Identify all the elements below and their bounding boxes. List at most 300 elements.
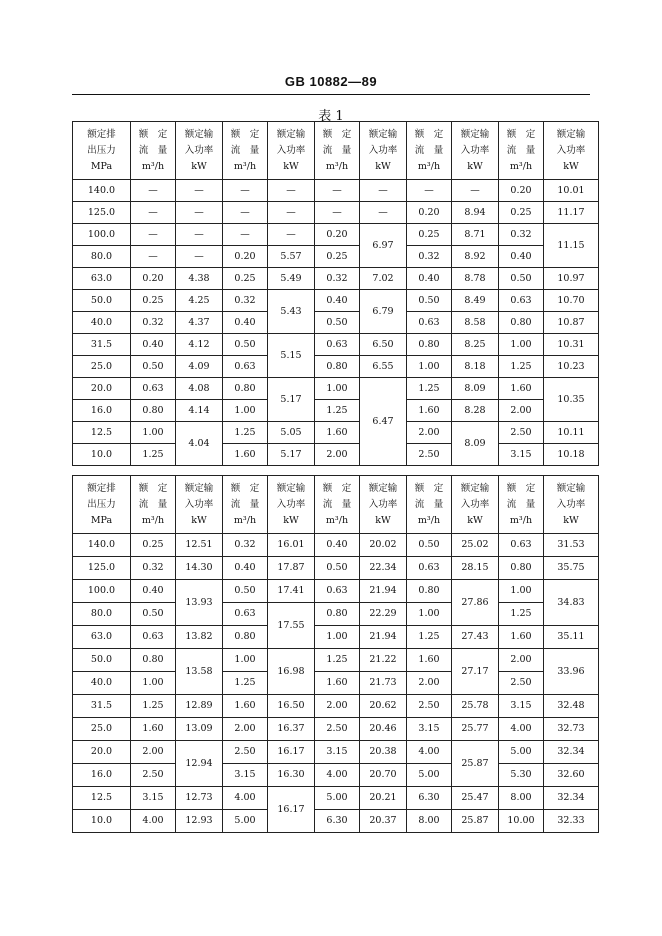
flow-cell: 0.80 — [131, 400, 176, 422]
flow-cell: 1.25 — [223, 672, 268, 695]
table-row — [73, 400, 599, 422]
pressure-cell: 25.0 — [73, 718, 131, 741]
table-row — [73, 672, 599, 695]
flow-cell: 0.80 — [407, 334, 452, 356]
power-cell: 4.08 — [176, 378, 223, 400]
header-flow: 额 定 流 量 m³/h — [223, 122, 268, 180]
power-cell: 22.29 — [360, 603, 407, 626]
power-cell: 6.50 — [360, 334, 407, 356]
power-cell: 8.92 — [452, 246, 499, 268]
flow-cell: — — [315, 180, 360, 202]
flow-cell: 3.15 — [131, 787, 176, 810]
table-row — [73, 180, 599, 202]
flow-cell: 0.25 — [131, 534, 176, 557]
header-flow: 额 定 流 量 m³/h — [407, 476, 452, 534]
flow-cell: 2.00 — [315, 444, 360, 466]
flow-cell: 4.00 — [223, 787, 268, 810]
power-cell: 32.33 — [544, 810, 599, 833]
pressure-cell: 125.0 — [73, 202, 131, 224]
table-header-row — [73, 122, 599, 180]
flow-cell: 2.00 — [499, 400, 544, 422]
header-flow: 额 定 流 量 m³/h — [223, 476, 268, 534]
power-cell: 35.11 — [544, 626, 599, 649]
power-cell: 10.31 — [544, 334, 599, 356]
flow-cell: 0.63 — [223, 603, 268, 626]
flow-cell: 0.40 — [315, 290, 360, 312]
power-cell: 12.89 — [176, 695, 223, 718]
flow-cell: 1.25 — [223, 422, 268, 444]
power-cell: 16.30 — [268, 764, 315, 787]
power-cell: 8.78 — [452, 268, 499, 290]
flow-cell: 5.00 — [407, 764, 452, 787]
flow-cell: 1.25 — [499, 603, 544, 626]
header-power: 额定输 入功率 kW — [360, 122, 407, 180]
pressure-cell: 80.0 — [73, 246, 131, 268]
table-row — [73, 534, 599, 557]
flow-cell: 0.50 — [223, 580, 268, 603]
power-cell: 8.18 — [452, 356, 499, 378]
power-cell: 20.38 — [360, 741, 407, 764]
pressure-cell: 50.0 — [73, 290, 131, 312]
power-cell: 8.49 — [452, 290, 499, 312]
flow-cell: 2.50 — [407, 444, 452, 466]
flow-cell: 8.00 — [407, 810, 452, 833]
pressure-cell: 20.0 — [73, 741, 131, 764]
table-row — [73, 695, 599, 718]
flow-cell: 0.40 — [131, 334, 176, 356]
pressure-cell: 63.0 — [73, 626, 131, 649]
flow-cell: 2.50 — [499, 422, 544, 444]
header-pressure: 额定排 出压力 MPa — [73, 476, 131, 534]
power-cell: — — [268, 224, 315, 246]
flow-cell: 0.80 — [499, 557, 544, 580]
table-row — [73, 290, 599, 312]
power-cell: 31.53 — [544, 534, 599, 557]
table-row — [73, 334, 599, 356]
header-flow: 额 定 流 量 m³/h — [499, 122, 544, 180]
flow-cell: — — [315, 202, 360, 224]
power-cell: — — [176, 246, 223, 268]
power-cell: 10.01 — [544, 180, 599, 202]
power-cell: 6.97 — [360, 224, 407, 268]
flow-cell: 0.80 — [223, 626, 268, 649]
power-cell: 12.93 — [176, 810, 223, 833]
power-cell: 16.50 — [268, 695, 315, 718]
power-cell: 4.37 — [176, 312, 223, 334]
power-cell: 6.47 — [360, 378, 407, 466]
flow-cell: 0.63 — [499, 534, 544, 557]
header-power: 额定输 入功率 kW — [268, 122, 315, 180]
power-cell: 35.75 — [544, 557, 599, 580]
pressure-cell: 80.0 — [73, 603, 131, 626]
power-cell: 20.62 — [360, 695, 407, 718]
pressure-cell: 100.0 — [73, 224, 131, 246]
pressure-cell: 31.5 — [73, 334, 131, 356]
power-cell: 17.41 — [268, 580, 315, 603]
flow-cell: 0.50 — [131, 603, 176, 626]
flow-cell: 2.50 — [131, 764, 176, 787]
flow-cell: 1.25 — [131, 695, 176, 718]
table-row — [73, 312, 599, 334]
header-power: 额定输 入功率 kW — [176, 476, 223, 534]
flow-cell: 1.00 — [223, 649, 268, 672]
flow-cell: 0.20 — [499, 180, 544, 202]
power-cell: — — [360, 180, 407, 202]
flow-cell: 0.50 — [407, 534, 452, 557]
power-cell: 13.82 — [176, 626, 223, 649]
power-cell: 8.25 — [452, 334, 499, 356]
flow-cell: — — [131, 224, 176, 246]
power-cell: 25.47 — [452, 787, 499, 810]
power-cell: 10.35 — [544, 378, 599, 422]
table-row — [73, 246, 599, 268]
flow-cell: 0.50 — [499, 268, 544, 290]
flow-cell: 0.32 — [499, 224, 544, 246]
power-cell: 16.98 — [268, 649, 315, 695]
power-cell: 6.55 — [360, 356, 407, 378]
flow-cell: 2.50 — [499, 672, 544, 695]
pressure-cell: 10.0 — [73, 810, 131, 833]
pressure-cell: 20.0 — [73, 378, 131, 400]
power-cell: 25.87 — [452, 810, 499, 833]
power-cell: 5.05 — [268, 422, 315, 444]
power-cell: 4.38 — [176, 268, 223, 290]
pressure-cell: 40.0 — [73, 312, 131, 334]
pressure-cell: 40.0 — [73, 672, 131, 695]
flow-cell: 1.25 — [499, 356, 544, 378]
table-row — [73, 202, 599, 224]
pressure-cell: 50.0 — [73, 649, 131, 672]
flow-cell: 4.00 — [315, 764, 360, 787]
flow-cell: 1.25 — [315, 400, 360, 422]
flow-cell: 2.00 — [131, 741, 176, 764]
power-cell: 32.48 — [544, 695, 599, 718]
power-cell: 8.09 — [452, 422, 499, 466]
header-pressure: 额定排 出压力 MPa — [73, 122, 131, 180]
header-flow: 额 定 流 量 m³/h — [315, 122, 360, 180]
flow-cell: 0.40 — [407, 268, 452, 290]
power-cell: 32.60 — [544, 764, 599, 787]
power-cell: — — [268, 180, 315, 202]
power-cell: 17.55 — [268, 603, 315, 649]
flow-cell: 10.00 — [499, 810, 544, 833]
header-power: 额定输 入功率 kW — [360, 476, 407, 534]
power-cell: 6.79 — [360, 290, 407, 334]
flow-cell: 0.40 — [499, 246, 544, 268]
power-cell: — — [452, 180, 499, 202]
pressure-cell: 12.5 — [73, 422, 131, 444]
spec-table-upper — [72, 121, 599, 466]
pressure-cell: 10.0 — [73, 444, 131, 466]
power-cell: 5.57 — [268, 246, 315, 268]
flow-cell: 0.32 — [407, 246, 452, 268]
power-cell: 8.71 — [452, 224, 499, 246]
flow-cell: 1.25 — [407, 626, 452, 649]
power-cell: 8.58 — [452, 312, 499, 334]
table-row — [73, 787, 599, 810]
power-cell: 12.94 — [176, 741, 223, 787]
flow-cell: 0.63 — [131, 626, 176, 649]
flow-cell: 2.00 — [499, 649, 544, 672]
power-cell: 10.23 — [544, 356, 599, 378]
flow-cell: — — [131, 180, 176, 202]
pressure-cell: 140.0 — [73, 534, 131, 557]
flow-cell: 0.63 — [407, 312, 452, 334]
power-cell: 32.34 — [544, 741, 599, 764]
table-row — [73, 224, 599, 246]
power-cell: 27.86 — [452, 580, 499, 626]
power-cell: 5.17 — [268, 378, 315, 422]
flow-cell: 1.00 — [223, 400, 268, 422]
flow-cell: 0.50 — [315, 557, 360, 580]
flow-cell: 5.00 — [223, 810, 268, 833]
pressure-cell: 25.0 — [73, 356, 131, 378]
power-cell: 10.70 — [544, 290, 599, 312]
power-cell: 10.11 — [544, 422, 599, 444]
table-row — [73, 649, 599, 672]
power-cell: 4.25 — [176, 290, 223, 312]
flow-cell: 0.63 — [315, 580, 360, 603]
flow-cell: 1.25 — [131, 444, 176, 466]
flow-cell: 0.25 — [131, 290, 176, 312]
flow-cell: 1.00 — [499, 580, 544, 603]
flow-cell: 0.25 — [407, 224, 452, 246]
flow-cell: 0.40 — [223, 557, 268, 580]
flow-cell: 0.25 — [315, 246, 360, 268]
power-cell: 13.09 — [176, 718, 223, 741]
flow-cell: — — [223, 180, 268, 202]
power-cell: 4.04 — [176, 422, 223, 466]
power-cell: 25.78 — [452, 695, 499, 718]
pressure-cell: 16.0 — [73, 400, 131, 422]
header-power: 额定输 入功率 kW — [544, 122, 599, 180]
flow-cell: 1.60 — [131, 718, 176, 741]
header-rule — [72, 94, 590, 95]
pressure-cell: 12.5 — [73, 787, 131, 810]
flow-cell: 0.50 — [407, 290, 452, 312]
flow-cell: 0.80 — [407, 580, 452, 603]
power-cell: 27.17 — [452, 649, 499, 695]
power-cell: 20.21 — [360, 787, 407, 810]
flow-cell: 2.00 — [407, 672, 452, 695]
flow-cell: 0.25 — [223, 268, 268, 290]
flow-cell: 1.00 — [499, 334, 544, 356]
header-power: 额定输 入功率 kW — [268, 476, 315, 534]
power-cell: 16.17 — [268, 787, 315, 833]
flow-cell: 0.20 — [131, 268, 176, 290]
flow-cell: 1.00 — [407, 603, 452, 626]
power-cell: — — [360, 202, 407, 224]
flow-cell: 1.25 — [315, 649, 360, 672]
power-cell: 12.73 — [176, 787, 223, 810]
flow-cell: 1.60 — [223, 695, 268, 718]
flow-cell: 0.40 — [131, 580, 176, 603]
flow-cell: 5.00 — [499, 741, 544, 764]
flow-cell: 2.50 — [315, 718, 360, 741]
power-cell: 4.14 — [176, 400, 223, 422]
flow-cell: 0.80 — [499, 312, 544, 334]
flow-cell: 0.20 — [315, 224, 360, 246]
flow-cell: 0.63 — [407, 557, 452, 580]
flow-cell: 4.00 — [131, 810, 176, 833]
power-cell: 20.70 — [360, 764, 407, 787]
power-cell: — — [176, 202, 223, 224]
flow-cell: 1.60 — [223, 444, 268, 466]
flow-cell: 1.60 — [315, 672, 360, 695]
power-cell: 5.17 — [268, 444, 315, 466]
flow-cell: 3.15 — [499, 695, 544, 718]
flow-cell: 1.00 — [315, 626, 360, 649]
flow-cell: 0.63 — [223, 356, 268, 378]
power-cell: 20.37 — [360, 810, 407, 833]
flow-cell: — — [223, 224, 268, 246]
power-cell: 10.87 — [544, 312, 599, 334]
flow-cell: 0.80 — [315, 356, 360, 378]
flow-cell: 1.60 — [499, 378, 544, 400]
power-cell: — — [176, 224, 223, 246]
power-cell: 16.37 — [268, 718, 315, 741]
flow-cell: 0.63 — [131, 378, 176, 400]
table-row — [73, 356, 599, 378]
flow-cell: 0.50 — [131, 356, 176, 378]
flow-cell: 1.25 — [407, 378, 452, 400]
power-cell: 21.94 — [360, 580, 407, 603]
flow-cell: 0.50 — [315, 312, 360, 334]
flow-cell: 0.80 — [131, 649, 176, 672]
power-cell: 28.15 — [452, 557, 499, 580]
power-cell: 25.02 — [452, 534, 499, 557]
power-cell: 10.97 — [544, 268, 599, 290]
flow-cell: 0.20 — [407, 202, 452, 224]
flow-cell: 0.32 — [223, 534, 268, 557]
flow-cell: 3.15 — [407, 718, 452, 741]
flow-cell: 0.63 — [499, 290, 544, 312]
flow-cell: 5.30 — [499, 764, 544, 787]
table-row — [73, 741, 599, 764]
flow-cell: 0.63 — [315, 334, 360, 356]
power-cell: 4.12 — [176, 334, 223, 356]
power-cell: — — [176, 180, 223, 202]
table-caption: 表 1 — [318, 109, 344, 124]
table-row — [73, 626, 599, 649]
table-row — [73, 422, 599, 444]
power-cell: — — [268, 202, 315, 224]
power-cell: 33.96 — [544, 649, 599, 695]
flow-cell: 2.00 — [315, 695, 360, 718]
flow-cell: 0.32 — [315, 268, 360, 290]
table-row — [73, 764, 599, 787]
flow-cell: 1.60 — [499, 626, 544, 649]
flow-cell: 6.30 — [315, 810, 360, 833]
pressure-cell: 63.0 — [73, 268, 131, 290]
pressure-cell: 100.0 — [73, 580, 131, 603]
flow-cell: 0.32 — [131, 312, 176, 334]
power-cell: 16.01 — [268, 534, 315, 557]
flow-cell: 4.00 — [499, 718, 544, 741]
power-cell: 22.34 — [360, 557, 407, 580]
power-cell: 13.58 — [176, 649, 223, 695]
table-row — [73, 268, 599, 290]
flow-cell: 2.50 — [223, 741, 268, 764]
flow-cell: — — [131, 202, 176, 224]
flow-cell: 0.40 — [223, 312, 268, 334]
flow-cell: 1.00 — [407, 356, 452, 378]
table-row — [73, 557, 599, 580]
flow-cell: 0.80 — [223, 378, 268, 400]
flow-cell: — — [223, 202, 268, 224]
flow-cell: — — [407, 180, 452, 202]
flow-cell: 0.80 — [315, 603, 360, 626]
power-cell: 5.15 — [268, 334, 315, 378]
power-cell: 5.43 — [268, 290, 315, 334]
flow-cell: 4.00 — [407, 741, 452, 764]
power-cell: 10.18 — [544, 444, 599, 466]
flow-cell: 5.00 — [315, 787, 360, 810]
flow-cell: 2.00 — [407, 422, 452, 444]
flow-cell: 2.50 — [407, 695, 452, 718]
pressure-cell: 31.5 — [73, 695, 131, 718]
power-cell: 27.43 — [452, 626, 499, 649]
power-cell: 12.51 — [176, 534, 223, 557]
flow-cell: 0.40 — [315, 534, 360, 557]
flow-cell: 3.15 — [315, 741, 360, 764]
power-cell: 21.22 — [360, 649, 407, 672]
flow-cell: 2.00 — [223, 718, 268, 741]
header-power: 额定输 入功率 kW — [452, 476, 499, 534]
pressure-cell: 16.0 — [73, 764, 131, 787]
flow-cell: 3.15 — [223, 764, 268, 787]
power-cell: 8.94 — [452, 202, 499, 224]
power-cell: 25.77 — [452, 718, 499, 741]
power-cell: 14.30 — [176, 557, 223, 580]
power-cell: 25.87 — [452, 741, 499, 787]
power-cell: 20.46 — [360, 718, 407, 741]
flow-cell: 0.25 — [499, 202, 544, 224]
table-row — [73, 378, 599, 400]
header-flow: 额 定 流 量 m³/h — [499, 476, 544, 534]
table-row — [73, 810, 599, 833]
power-cell: 20.02 — [360, 534, 407, 557]
power-cell: 13.93 — [176, 580, 223, 626]
pressure-cell: 140.0 — [73, 180, 131, 202]
flow-cell: 8.00 — [499, 787, 544, 810]
power-cell: 16.17 — [268, 741, 315, 764]
power-cell: 5.49 — [268, 268, 315, 290]
flow-cell: — — [131, 246, 176, 268]
header-flow: 额 定 流 量 m³/h — [315, 476, 360, 534]
table-row — [73, 580, 599, 603]
power-cell: 7.02 — [360, 268, 407, 290]
power-cell: 8.28 — [452, 400, 499, 422]
power-cell: 4.09 — [176, 356, 223, 378]
header-flow: 额 定 流 量 m³/h — [131, 476, 176, 534]
power-cell: 32.73 — [544, 718, 599, 741]
power-cell: 21.94 — [360, 626, 407, 649]
power-cell: 11.15 — [544, 224, 599, 268]
spec-table-lower — [72, 475, 599, 833]
flow-cell: 0.32 — [131, 557, 176, 580]
header-flow: 额 定 流 量 m³/h — [407, 122, 452, 180]
flow-cell: 1.60 — [315, 422, 360, 444]
flow-cell: 0.20 — [223, 246, 268, 268]
power-cell: 8.09 — [452, 378, 499, 400]
flow-cell: 3.15 — [499, 444, 544, 466]
pressure-cell: 125.0 — [73, 557, 131, 580]
header-power: 额定输 入功率 kW — [176, 122, 223, 180]
table-row — [73, 603, 599, 626]
flow-cell: 0.32 — [223, 290, 268, 312]
flow-cell: 1.00 — [131, 422, 176, 444]
